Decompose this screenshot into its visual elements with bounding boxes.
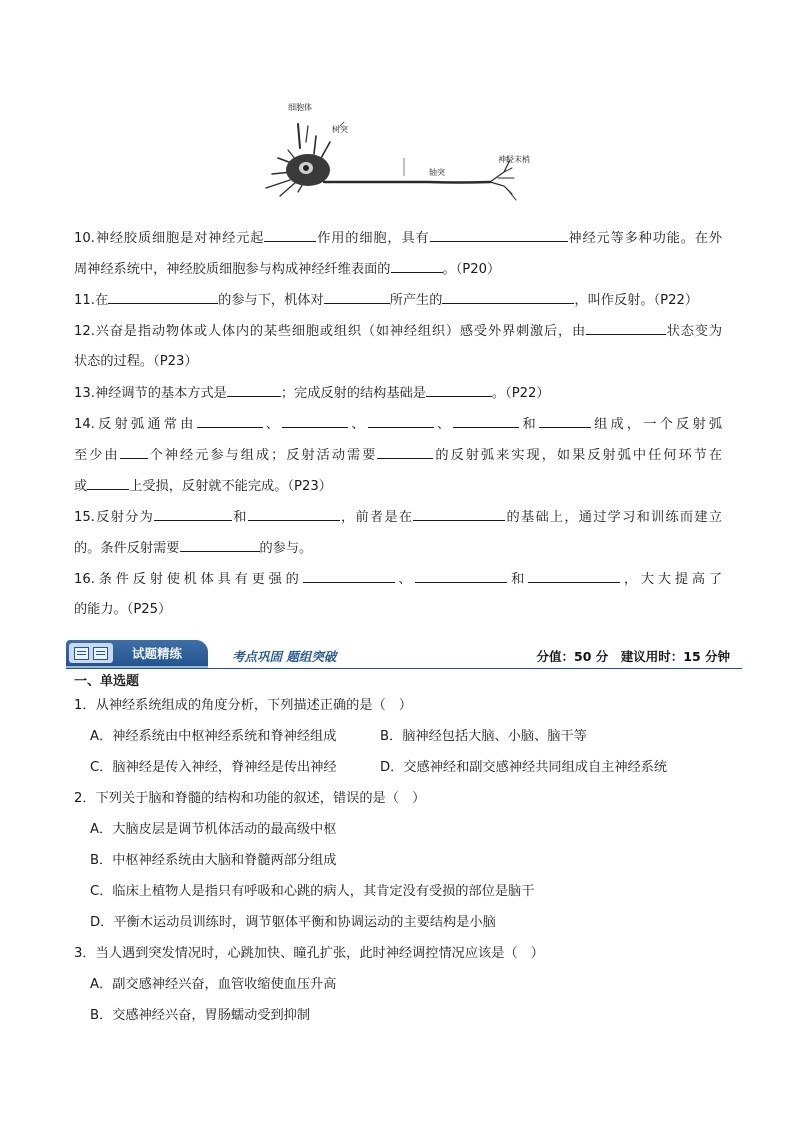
answer-blank[interactable] bbox=[180, 538, 260, 552]
fill-in-q12-line1: 12.兴奋是指动物体或人体内的某些细胞或组织（如神经组织）感受外界刺激后，由 状态变为 bbox=[74, 321, 722, 341]
answer-blank[interactable] bbox=[528, 569, 620, 583]
answer-blank[interactable] bbox=[539, 414, 591, 428]
answer-blank[interactable] bbox=[442, 290, 574, 304]
answer-blank[interactable] bbox=[227, 383, 281, 397]
banner-divider bbox=[66, 668, 742, 669]
question-2-option-b[interactable]: B．中枢神经系统由大脑和脊髓两部分组成 bbox=[90, 853, 337, 868]
answer-blank[interactable] bbox=[368, 414, 434, 428]
score-and-time: 分值：50 分 建议用时：15 分钟 bbox=[536, 649, 730, 664]
answer-blank[interactable] bbox=[415, 569, 507, 583]
label-nerve-ending: 神经末梢 bbox=[498, 155, 530, 164]
answer-blank[interactable] bbox=[391, 259, 443, 273]
answer-blank[interactable] bbox=[248, 507, 340, 521]
fill-in-q10-line2: 周神经系统中，神经胶质细胞参与构成神经纤维表面的 。（P20） bbox=[74, 259, 722, 279]
banner-subtitle: 考点巩固 题组突破 bbox=[232, 649, 337, 664]
fill-in-q11: 11.在 的参与下，机体对 所产生的 ，叫作反射。（P22） bbox=[74, 290, 722, 310]
question-2-stem: 2．下列关于脑和脊髓的结构和功能的叙述，错误的是（ ） bbox=[74, 791, 426, 806]
fill-in-q14-line3: 或 上受损，反射就不能完成。（P23） bbox=[74, 476, 722, 496]
answer-blank[interactable] bbox=[264, 228, 316, 242]
question-2-option-d[interactable]: D．平衡木运动员训练时，调节躯体平衡和协调运动的主要结构是小脑 bbox=[90, 915, 496, 930]
answer-blank[interactable] bbox=[430, 228, 568, 242]
fill-in-q14-line2: 至少由 个神经元参与组成；反射活动需要 的反射弧来实现，如果反射弧中任何环节在 bbox=[74, 445, 722, 465]
neuron-illustration bbox=[258, 96, 540, 224]
answer-blank[interactable] bbox=[303, 569, 395, 583]
question-2-option-a[interactable]: A．大脑皮层是调节机体活动的最高级中枢 bbox=[90, 822, 337, 837]
question-2-option-c[interactable]: C．临床上植物人是指只有呼吸和心跳的病人，其肯定没有受损的部位是脑干 bbox=[90, 884, 535, 899]
fill-in-q10-line1: 10.神经胶质细胞是对神经元起 作用的细胞，具有 神经元等多种功能。在外 bbox=[74, 228, 722, 248]
answer-blank[interactable] bbox=[154, 507, 232, 521]
page-icon bbox=[74, 647, 89, 660]
answer-blank[interactable] bbox=[586, 321, 666, 335]
fill-in-q16-line2: 的能力。（P25） bbox=[74, 602, 172, 617]
fill-in-q14-line1: 14.反射弧通常由 、 、 、 和 组成，一个反射弧 bbox=[74, 414, 722, 434]
question-3-option-a[interactable]: A．副交感神经兴奋，血管收缩使血压升高 bbox=[90, 977, 337, 992]
neuron-diagram bbox=[258, 96, 540, 224]
answer-blank[interactable] bbox=[87, 476, 129, 490]
book-icon bbox=[69, 643, 113, 663]
answer-blank[interactable] bbox=[324, 290, 390, 304]
question-1-option-c[interactable]: C．脑神经是传入神经，脊神经是传出神经 bbox=[90, 760, 337, 775]
banner-title: 试题精练 bbox=[132, 646, 183, 661]
answer-blank[interactable] bbox=[377, 445, 433, 459]
banner-tab bbox=[66, 640, 208, 666]
answer-blank[interactable] bbox=[282, 414, 348, 428]
page-icon bbox=[93, 647, 108, 660]
fill-in-q13: 13.神经调节的基本方式是 ；完成反射的结构基础是 。（P22） bbox=[74, 383, 722, 403]
question-1-option-d[interactable]: D．交感神经和副交感神经共同组成自主神经系统 bbox=[380, 760, 668, 775]
question-3-option-b[interactable]: B．交感神经兴奋，胃肠蠕动受到抑制 bbox=[90, 1008, 311, 1023]
label-axon: 轴突 bbox=[429, 168, 445, 177]
section-title: 一、单选题 bbox=[74, 674, 140, 689]
answer-blank[interactable] bbox=[453, 414, 519, 428]
fill-in-q12-line2: 状态的过程。（P23） bbox=[74, 354, 198, 369]
practice-banner bbox=[66, 640, 742, 670]
answer-blank[interactable] bbox=[108, 290, 218, 304]
fill-in-q15-line1: 15.反射分为 和 ，前者是在 的基础上，通过学习和训练而建立 bbox=[74, 507, 722, 527]
answer-blank[interactable] bbox=[120, 445, 148, 459]
question-1-option-a[interactable]: A．神经系统由中枢神经系统和脊神经组成 bbox=[90, 729, 337, 744]
label-cell-body: 细胞体 bbox=[288, 103, 312, 112]
fill-in-q16-line1: 16.条件反射使机体具有更强的 、 和 ，大大提高了 bbox=[74, 569, 722, 589]
question-1-stem: 1．从神经系统组成的角度分析，下列描述正确的是（ ） bbox=[74, 698, 413, 713]
question-3-stem: 3．当人遇到突发情况时，心跳加快、瞳孔扩张，此时神经调控情况应该是（ ） bbox=[74, 946, 544, 961]
question-1-option-b[interactable]: B．脑神经包括大脑、小脑、脑干等 bbox=[380, 729, 587, 744]
answer-blank[interactable] bbox=[413, 507, 505, 521]
answer-blank[interactable] bbox=[197, 414, 263, 428]
fill-in-q15-line2: 的。条件反射需要 的参与。 bbox=[74, 538, 722, 558]
answer-blank[interactable] bbox=[426, 383, 492, 397]
label-dendrite: 树突 bbox=[332, 125, 348, 134]
